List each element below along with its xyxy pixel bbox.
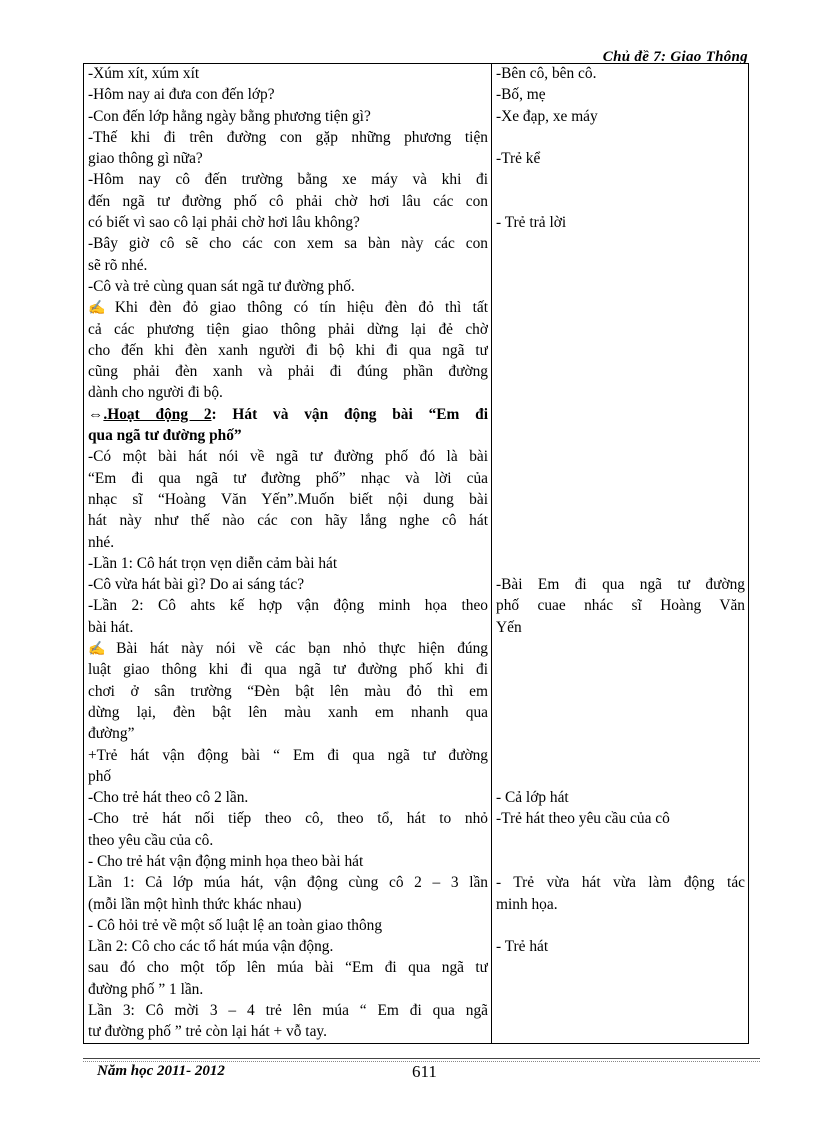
line-text: phố cuae nhác sĩ Hoàng Văn xyxy=(496,597,745,615)
teacher-line xyxy=(88,255,488,276)
line-text: -Bên cô, bên cô. xyxy=(496,65,597,82)
line-text: +Trẻ hát vận động bài “ Em đi qua ngã tư đường xyxy=(88,746,488,764)
child-line xyxy=(496,851,745,872)
teacher-line xyxy=(88,489,488,510)
line-text: (mỗi lần một hình thức khác nhau) xyxy=(88,895,302,913)
line-text: -Hôm nay ai đưa con đến lớp? xyxy=(88,86,275,104)
child-line xyxy=(496,340,745,361)
line-text: cả các phương tiện giao thông phải dừng lại đẻ chờ xyxy=(88,320,488,338)
teacher-activities-column xyxy=(84,63,492,1043)
line-text: -Xe đạp, xe máy xyxy=(496,107,598,125)
line-text: Yến xyxy=(496,618,522,636)
page-number: 611 xyxy=(412,1062,437,1081)
teacher-line xyxy=(88,425,488,446)
child-line xyxy=(496,957,745,978)
line-text: - Trẻ vừa hát vừa làm động tác xyxy=(496,874,745,892)
teacher-line xyxy=(88,702,488,723)
line-text: -Bây giờ cô sẽ cho các con xem sa bàn này các con xyxy=(88,235,488,253)
child-line xyxy=(496,63,745,84)
child-line xyxy=(496,894,745,915)
line-text: dừng lại, đèn bật lên màu xanh em nhanh qua xyxy=(88,703,488,721)
child-line xyxy=(496,276,745,297)
child-line xyxy=(496,297,745,318)
child-line xyxy=(496,468,745,489)
child-line xyxy=(496,169,745,190)
child-line xyxy=(496,404,745,425)
teacher-line xyxy=(88,638,488,659)
teacher-line xyxy=(88,1000,488,1021)
teacher-line xyxy=(88,169,488,190)
child-line xyxy=(496,617,745,638)
lesson-table xyxy=(83,63,749,1044)
child-line xyxy=(496,936,745,957)
line-text: Lần 1: Cả lớp múa hát, vận động cùng cô 2 – 3 lần xyxy=(88,874,488,892)
line-text: đường phố ” 1 lần. xyxy=(88,980,204,998)
teacher-line xyxy=(88,106,488,127)
activity-heading: .Hoạt động 2 xyxy=(103,405,212,423)
child-line xyxy=(496,830,745,851)
line-text: - Cô hỏi trẻ về một số luật lệ an toàn giao thông xyxy=(88,916,383,934)
line-text: -Trẻ hát theo yêu cầu của cô xyxy=(496,810,670,828)
line-text: giao thông gì nữa? xyxy=(88,150,203,168)
teacher-line xyxy=(88,148,488,169)
teacher-line xyxy=(88,84,488,105)
child-line xyxy=(496,510,745,531)
child-line xyxy=(496,659,745,680)
child-line xyxy=(496,681,745,702)
teacher-line xyxy=(88,361,488,382)
teacher-line xyxy=(88,681,488,702)
child-line xyxy=(496,148,745,169)
line-text: Bài hát này nói về các bạn nhỏ thực hiện đúng xyxy=(116,640,488,658)
line-text: -Trẻ kể xyxy=(496,150,541,168)
teacher-line xyxy=(88,63,488,84)
child-line xyxy=(496,532,745,553)
double-arrow-icon: ⇔ xyxy=(88,405,104,423)
child-line xyxy=(496,361,745,382)
line-text: -Cô và trẻ cùng quan sát ngã tư đường phố. xyxy=(88,277,355,295)
line-text: hát này như thế nào các con hãy lắng nghe cô hát xyxy=(88,512,488,530)
teacher-line xyxy=(88,468,488,489)
child-line xyxy=(496,106,745,127)
child-line xyxy=(496,84,745,105)
child-line xyxy=(496,489,745,510)
line-text: -Cho trẻ hát nối tiếp theo cô, theo tổ, hát to nhỏ xyxy=(88,810,488,828)
child-line xyxy=(496,979,745,1000)
teacher-line xyxy=(88,894,488,915)
child-line xyxy=(496,233,745,254)
child-line xyxy=(496,808,745,829)
child-line xyxy=(496,425,745,446)
line-text: minh họa. xyxy=(496,895,558,913)
child-line xyxy=(496,255,745,276)
line-text: -Lần 1: Cô hát trọn vẹn diễn cảm bài hát xyxy=(88,554,338,572)
teacher-line xyxy=(88,510,488,531)
line-text: : Hát và vận động bài “Em đi xyxy=(211,405,488,423)
child-activities-column xyxy=(492,63,749,1043)
teacher-line xyxy=(88,276,488,297)
line-text: qua ngã tư đường phố” xyxy=(88,427,242,445)
child-line xyxy=(496,212,745,233)
line-text: Khi đèn đỏ giao thông có tín hiệu đèn đỏ thì tất xyxy=(114,299,488,317)
child-line xyxy=(496,553,745,574)
teacher-line xyxy=(88,233,488,254)
teacher-line xyxy=(88,787,488,808)
teacher-line xyxy=(88,1021,488,1042)
child-line xyxy=(496,638,745,659)
line-text: -Con đến lớp hằng ngày bằng phương tiện gì? xyxy=(88,107,371,125)
child-line xyxy=(496,319,745,340)
child-line xyxy=(496,1021,745,1042)
line-text: cũng phải đèn xanh và phải đi đúng phần đường xyxy=(88,363,488,381)
line-text: -Bài Em đi qua ngã tư đường xyxy=(496,576,745,594)
line-text: Lần 3: Cô mời 3 – 4 trẻ lên múa “ Em đi qua ngã xyxy=(88,1002,488,1020)
line-text: - Cho trẻ hát vận động minh họa theo bài hát xyxy=(88,852,364,870)
footer-rule xyxy=(83,1058,760,1059)
teacher-line xyxy=(88,723,488,744)
line-text: phố xyxy=(88,767,112,785)
line-text: - Trẻ hát xyxy=(496,938,549,956)
line-text: Lần 2: Cô cho các tổ hát múa vận động. xyxy=(88,938,334,956)
line-text: sau đó cho một tốp lên múa bài “Em đi qua ngã tư xyxy=(88,959,488,977)
teacher-line xyxy=(88,297,488,318)
teacher-line xyxy=(88,872,488,893)
line-text: - Trẻ trả lời xyxy=(496,214,567,232)
child-line xyxy=(496,1000,745,1021)
teacher-line xyxy=(88,127,488,148)
child-line xyxy=(496,915,745,936)
child-line xyxy=(496,446,745,467)
teacher-line xyxy=(88,979,488,1000)
line-text: có biết vì sao cô lại phải chờ hơi lâu không? xyxy=(88,214,360,232)
line-text: “Em đi qua ngã tư đường phố” nhạc và lời của xyxy=(88,469,488,487)
line-text: nhé. xyxy=(88,533,115,551)
teacher-line xyxy=(88,532,488,553)
line-text: luật giao thông khi đi qua ngã tư đường phố khi đi xyxy=(88,661,488,679)
line-text: đến ngã tư đường phố cô phải chờ hơi lâu các con xyxy=(88,192,488,210)
writing-hand-icon: ✍ xyxy=(88,642,115,658)
child-line xyxy=(496,595,745,616)
child-line xyxy=(496,702,745,723)
teacher-line xyxy=(88,404,488,425)
teacher-line xyxy=(88,808,488,829)
writing-hand-icon: ✍ xyxy=(88,301,113,317)
teacher-line xyxy=(88,745,488,766)
line-text: nhạc sĩ “Hoàng Văn Yến”.Muốn biết nội dung bài xyxy=(88,490,488,508)
teacher-line xyxy=(88,957,488,978)
child-line xyxy=(496,382,745,403)
line-text: -Có một bài hát nói về ngã tư đường phố đó là bài xyxy=(88,448,488,466)
child-line xyxy=(496,191,745,212)
teacher-line xyxy=(88,915,488,936)
line-text: -Thế khi đi trên đường con gặp những phương tiện xyxy=(88,128,488,146)
teacher-line xyxy=(88,851,488,872)
teacher-line xyxy=(88,659,488,680)
line-text: -Lần 2: Cô ahts kế hợp vận động minh họa theo xyxy=(88,597,488,615)
child-line xyxy=(496,872,745,893)
teacher-line xyxy=(88,382,488,403)
teacher-line xyxy=(88,340,488,361)
line-text: chơi ở sân trường “Đèn bật lên màu đỏ thì em xyxy=(88,682,488,700)
line-text: -Hôm nay cô đến trường bằng xe máy và khi đi xyxy=(88,171,488,189)
line-text: tư đường phố ” trẻ còn lại hát + vỗ tay. xyxy=(88,1023,327,1041)
line-text: sẽ rõ nhé. xyxy=(88,256,148,274)
line-text: -Xúm xít, xúm xít xyxy=(88,65,200,82)
teacher-line xyxy=(88,595,488,616)
teacher-line xyxy=(88,936,488,957)
teacher-line xyxy=(88,212,488,233)
teacher-line xyxy=(88,766,488,787)
child-line xyxy=(496,787,745,808)
line-text: đường” xyxy=(88,725,135,743)
teacher-line xyxy=(88,830,488,851)
teacher-line xyxy=(88,574,488,595)
child-line xyxy=(496,127,745,148)
teacher-line xyxy=(88,446,488,467)
line-text: theo yêu cầu của cô. xyxy=(88,831,214,849)
line-text: -Bố, mẹ xyxy=(496,86,546,104)
child-line xyxy=(496,766,745,787)
header-title: Chủ đề 7: Giao Thông xyxy=(602,49,748,65)
child-line xyxy=(496,745,745,766)
child-line xyxy=(496,723,745,744)
teacher-line xyxy=(88,617,488,638)
teacher-line xyxy=(88,319,488,340)
line-text: - Cả lớp hát xyxy=(496,789,569,807)
line-text: bài hát. xyxy=(88,618,134,636)
footer-school-year: Năm học 2011- 2012 xyxy=(97,1063,225,1079)
line-text: -Cho trẻ hát theo cô 2 lần. xyxy=(88,789,249,807)
line-text: cho đến khi đèn xanh người đi bộ khi đi qua ngã tư xyxy=(88,341,488,359)
teacher-line xyxy=(88,553,488,574)
child-line xyxy=(496,574,745,595)
teacher-line xyxy=(88,191,488,212)
line-text: -Cô vừa hát bài gì? Do ai sáng tác? xyxy=(88,576,305,594)
line-text: dành cho người đi bộ. xyxy=(88,384,223,402)
